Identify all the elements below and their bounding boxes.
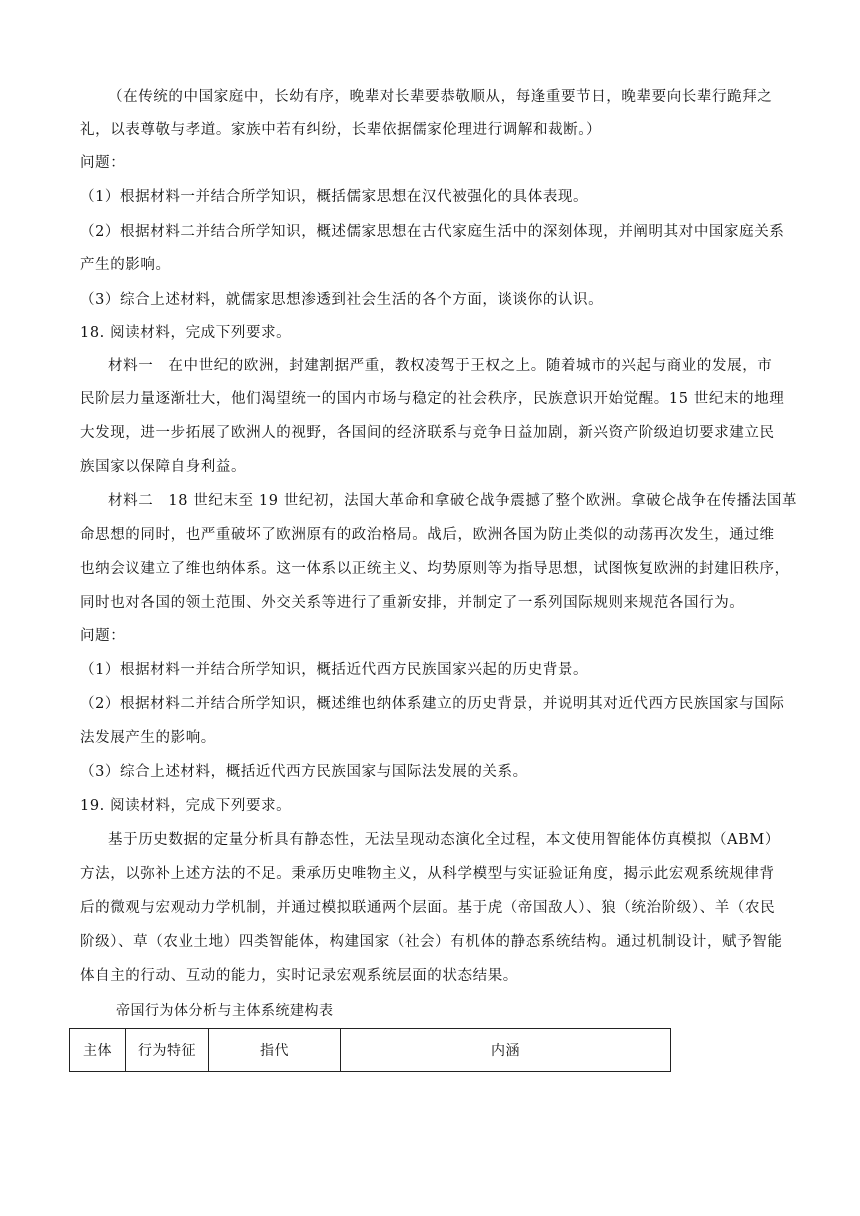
agent-structure-table [69, 1028, 671, 1072]
q18-material2-line: 材料二 18 世纪末至 19 世纪初，法国大革命和拿破仑战争震撼了整个欧洲。拿破仑战争在传播法国革 [108, 493, 798, 509]
table-caption: 帝国行为体分析与主体系统建构表 [116, 1003, 334, 1019]
table-header-cell: 指代 [209, 1029, 341, 1072]
table-header-cell: 行为特征 [126, 1029, 209, 1072]
table-header-row [70, 1029, 671, 1072]
q17-material-line: （在传统的中国家庭中，长幼有序，晚辈对长辈要恭敬顺从，每逢重要节日，晚辈要向长辈行跪拜之 [108, 89, 773, 105]
q19-material-line: 后的微观与宏观动力学机制，并通过模拟联通两个层面。基于虎（帝国敌人）、狼（统治阶级）、羊（农民 [80, 900, 776, 916]
q18-question-1: （1）根据材料一并结合所学知识，概括近代西方民族国家兴起的历史背景。 [80, 662, 589, 678]
q18-title: 18. 阅读材料，完成下列要求。 [80, 325, 292, 341]
q17-question-1: （1）根据材料一并结合所学知识，概括儒家思想在汉代被强化的具体表现。 [80, 189, 589, 205]
q18-questions-label: 问题： [80, 628, 126, 644]
q19-material-line: 基于历史数据的定量分析具有静态性，无法呈现动态演化全过程，本文使用智能体仿真模拟（ABM） [108, 832, 780, 848]
q18-material1-line: 民阶层力量逐渐壮大，他们渴望统一的国内市场与稳定的社会秩序，民族意识开始觉醒。15 世纪末的地理 [80, 391, 785, 407]
q18-material2-line: 命思想的同时，也严重破坏了欧洲原有的政治格局。战后，欧洲各国为防止类似的动荡再次发生，通过维 [80, 527, 775, 543]
q17-question-3: （3）综合上述材料，就儒家思想渗透到社会生活的各个方面，谈谈你的认识。 [80, 292, 604, 308]
q17-question-2: （2）根据材料二并结合所学知识，概述儒家思想在古代家庭生活中的深刻体现，并阐明其对中国家庭关系 [80, 224, 785, 240]
q17-material-line: 礼，以表尊敬与孝道。家族中若有纠纷，长辈依据儒家伦理进行调解和裁断。） [80, 122, 602, 138]
q18-material1-line: 大发现，进一步拓展了欧洲人的视野，各国间的经济联系与竞争日益加剧，新兴资产阶级迫切要求建立民 [80, 425, 775, 441]
q18-question-2: （2）根据材料二并结合所学知识，概述维也纳体系建立的历史背景，并说明其对近代西方民族国家与国际 [80, 696, 785, 712]
table-header-cell: 主体 [70, 1029, 126, 1072]
q18-material1-line: 材料一 在中世纪的欧洲，封建割据严重，教权凌驾于王权之上。随着城市的兴起与商业的发展，市 [108, 358, 773, 374]
q18-material2-line: 也纳会议建立了维也纳体系。这一体系以正统主义、均势原则等为指导思想，试图恢复欧洲的封建旧秩序， [80, 561, 790, 577]
q18-question-3: （3）综合上述材料，概括近代西方民族国家与国际法发展的关系。 [80, 764, 528, 780]
table-header-cell: 内涵 [341, 1029, 671, 1072]
q19-material-line: 方法，以弥补上述方法的不足。秉承历史唯物主义，从科学模型与实证验证角度，揭示此宏观系统规律背 [80, 866, 775, 882]
q17-question-2-cont: 产生的影响。 [80, 257, 171, 273]
q19-title: 19. 阅读材料，完成下列要求。 [80, 798, 292, 814]
q17-questions-label: 问题： [80, 155, 126, 171]
q18-material2-line: 同时也对各国的领土范围、外交关系等进行了重新安排，并制定了一系列国际规则来规范各国行为。 [80, 595, 745, 611]
q18-question-2-cont: 法发展产生的影响。 [80, 730, 216, 746]
q19-material-line: 阶级）、草（农业土地）四类智能体，构建国家（社会）有机体的静态系统结构。通过机制设计，赋予智能 [80, 934, 783, 950]
q18-material1-line: 族国家以保障自身利益。 [80, 459, 247, 475]
q19-material-line: 体自主的行动、互动的能力，实时记录宏观系统层面的状态结果。 [80, 968, 518, 984]
